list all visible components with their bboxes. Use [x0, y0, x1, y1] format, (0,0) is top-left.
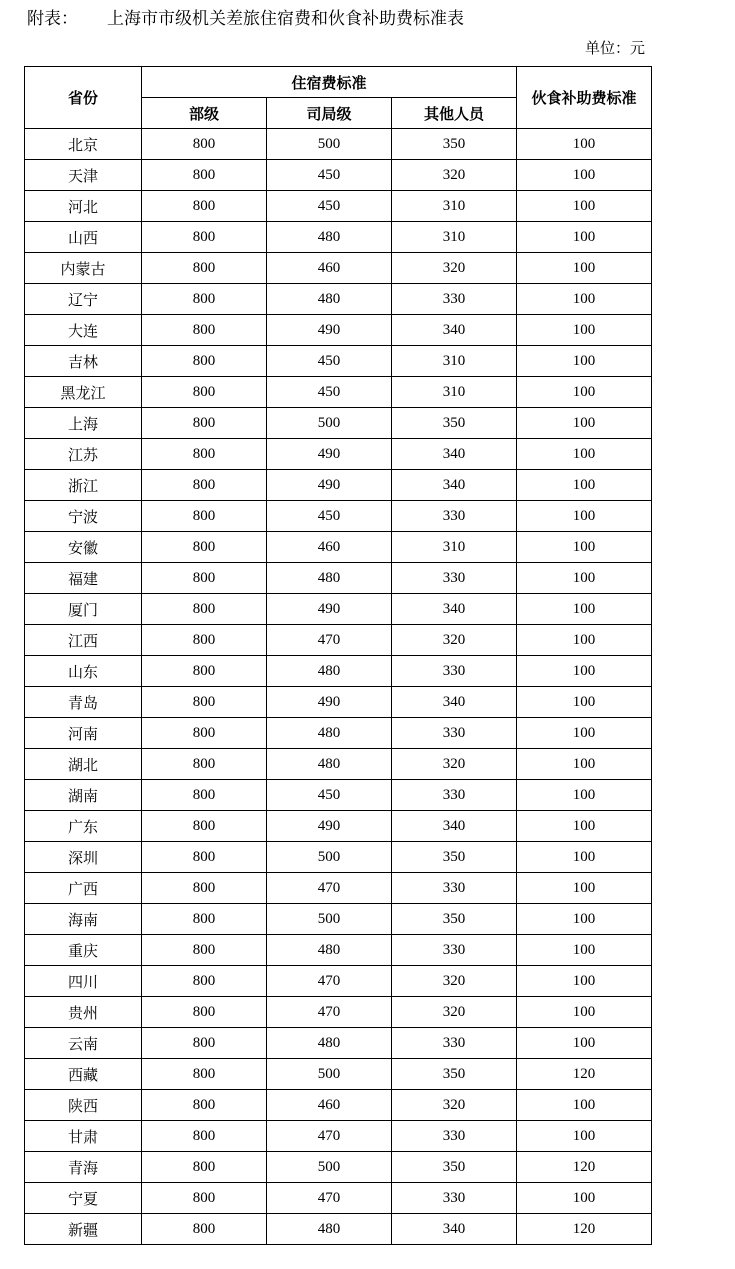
- table-row: [25, 1090, 652, 1121]
- header-ministerial: 部级: [142, 98, 267, 129]
- bureau-rate-cell: 450: [267, 191, 392, 222]
- meal-allowance-cell: 100: [517, 935, 652, 966]
- table-row: [25, 718, 652, 749]
- other-staff-rate-cell: 350: [392, 842, 517, 873]
- meal-allowance-cell: 100: [517, 439, 652, 470]
- bureau-rate-cell: 470: [267, 1183, 392, 1214]
- other-staff-rate-cell: 330: [392, 501, 517, 532]
- province-cell: 天津: [25, 160, 142, 191]
- province-cell: 内蒙古: [25, 253, 142, 284]
- ministerial-rate-cell: 800: [142, 470, 267, 501]
- ministerial-rate-cell: 800: [142, 284, 267, 315]
- ministerial-rate-cell: 800: [142, 687, 267, 718]
- bureau-rate-cell: 500: [267, 408, 392, 439]
- ministerial-rate-cell: 800: [142, 501, 267, 532]
- ministerial-rate-cell: 800: [142, 594, 267, 625]
- bureau-rate-cell: 450: [267, 346, 392, 377]
- province-cell: 吉林: [25, 346, 142, 377]
- table-row: [25, 439, 652, 470]
- province-cell: 河南: [25, 718, 142, 749]
- ministerial-rate-cell: 800: [142, 1090, 267, 1121]
- province-cell: 重庆: [25, 935, 142, 966]
- other-staff-rate-cell: 330: [392, 284, 517, 315]
- province-cell: 湖南: [25, 780, 142, 811]
- province-cell: 山东: [25, 656, 142, 687]
- meal-allowance-cell: 100: [517, 1090, 652, 1121]
- province-cell: 黑龙江: [25, 377, 142, 408]
- table-row: [25, 1028, 652, 1059]
- bureau-rate-cell: 500: [267, 1059, 392, 1090]
- ministerial-rate-cell: 800: [142, 935, 267, 966]
- province-cell: 江苏: [25, 439, 142, 470]
- ministerial-rate-cell: 800: [142, 191, 267, 222]
- table-row: [25, 377, 652, 408]
- bureau-rate-cell: 480: [267, 749, 392, 780]
- meal-allowance-cell: 120: [517, 1214, 652, 1245]
- meal-allowance-cell: 120: [517, 1152, 652, 1183]
- other-staff-rate-cell: 330: [392, 935, 517, 966]
- meal-allowance-cell: 100: [517, 532, 652, 563]
- ministerial-rate-cell: 800: [142, 563, 267, 594]
- other-staff-rate-cell: 340: [392, 687, 517, 718]
- meal-allowance-cell: 100: [517, 160, 652, 191]
- province-cell: 广东: [25, 811, 142, 842]
- ministerial-rate-cell: 800: [142, 222, 267, 253]
- table-row: [25, 935, 652, 966]
- ministerial-rate-cell: 800: [142, 904, 267, 935]
- meal-allowance-cell: 100: [517, 687, 652, 718]
- ministerial-rate-cell: 800: [142, 377, 267, 408]
- bureau-rate-cell: 450: [267, 160, 392, 191]
- province-cell: 四川: [25, 966, 142, 997]
- bureau-rate-cell: 460: [267, 532, 392, 563]
- bureau-rate-cell: 490: [267, 439, 392, 470]
- meal-allowance-cell: 100: [517, 997, 652, 1028]
- province-cell: 广西: [25, 873, 142, 904]
- bureau-rate-cell: 450: [267, 377, 392, 408]
- ministerial-rate-cell: 800: [142, 1152, 267, 1183]
- other-staff-rate-cell: 310: [392, 222, 517, 253]
- meal-allowance-cell: 100: [517, 222, 652, 253]
- meal-allowance-cell: 100: [517, 284, 652, 315]
- bureau-rate-cell: 480: [267, 1028, 392, 1059]
- table-row: [25, 470, 652, 501]
- province-cell: 江西: [25, 625, 142, 656]
- table-row: [25, 997, 652, 1028]
- province-cell: 贵州: [25, 997, 142, 1028]
- meal-allowance-cell: 100: [517, 718, 652, 749]
- other-staff-rate-cell: 340: [392, 594, 517, 625]
- header-province: 省份: [25, 67, 142, 129]
- bureau-rate-cell: 490: [267, 687, 392, 718]
- table-row: [25, 904, 652, 935]
- bureau-rate-cell: 460: [267, 253, 392, 284]
- bureau-rate-cell: 460: [267, 1090, 392, 1121]
- other-staff-rate-cell: 330: [392, 563, 517, 594]
- table-row: [25, 315, 652, 346]
- ministerial-rate-cell: 800: [142, 253, 267, 284]
- table-row: [25, 656, 652, 687]
- other-staff-rate-cell: 320: [392, 625, 517, 656]
- table-row: [25, 1214, 652, 1245]
- bureau-rate-cell: 450: [267, 780, 392, 811]
- meal-allowance-cell: 100: [517, 563, 652, 594]
- ministerial-rate-cell: 800: [142, 749, 267, 780]
- province-cell: 深圳: [25, 842, 142, 873]
- bureau-rate-cell: 500: [267, 129, 392, 160]
- meal-allowance-cell: 100: [517, 625, 652, 656]
- table-row: [25, 160, 652, 191]
- table-row: [25, 408, 652, 439]
- table-body: [25, 129, 652, 1245]
- bureau-rate-cell: 490: [267, 811, 392, 842]
- ministerial-rate-cell: 800: [142, 532, 267, 563]
- other-staff-rate-cell: 310: [392, 377, 517, 408]
- table-row: [25, 780, 652, 811]
- title-prefix: 附表：: [27, 9, 78, 29]
- ministerial-rate-cell: 800: [142, 1214, 267, 1245]
- ministerial-rate-cell: 800: [142, 439, 267, 470]
- meal-allowance-cell: 100: [517, 842, 652, 873]
- table-row: [25, 1059, 652, 1090]
- meal-allowance-cell: 100: [517, 191, 652, 222]
- ministerial-rate-cell: 800: [142, 997, 267, 1028]
- table-row: [25, 1152, 652, 1183]
- bureau-rate-cell: 450: [267, 501, 392, 532]
- table-row: [25, 842, 652, 873]
- standards-table: [24, 66, 652, 1245]
- bureau-rate-cell: 480: [267, 656, 392, 687]
- province-cell: 厦门: [25, 594, 142, 625]
- ministerial-rate-cell: 800: [142, 1059, 267, 1090]
- table-row: [25, 687, 652, 718]
- bureau-rate-cell: 470: [267, 625, 392, 656]
- table-row: [25, 346, 652, 377]
- bureau-rate-cell: 500: [267, 842, 392, 873]
- other-staff-rate-cell: 350: [392, 904, 517, 935]
- ministerial-rate-cell: 800: [142, 315, 267, 346]
- bureau-rate-cell: 480: [267, 563, 392, 594]
- ministerial-rate-cell: 800: [142, 811, 267, 842]
- other-staff-rate-cell: 320: [392, 997, 517, 1028]
- province-cell: 云南: [25, 1028, 142, 1059]
- ministerial-rate-cell: 800: [142, 1121, 267, 1152]
- bureau-rate-cell: 470: [267, 997, 392, 1028]
- meal-allowance-cell: 100: [517, 129, 652, 160]
- meal-allowance-cell: 100: [517, 346, 652, 377]
- bureau-rate-cell: 480: [267, 935, 392, 966]
- other-staff-rate-cell: 330: [392, 780, 517, 811]
- ministerial-rate-cell: 800: [142, 966, 267, 997]
- meal-allowance-cell: 100: [517, 811, 652, 842]
- province-cell: 上海: [25, 408, 142, 439]
- table-row: [25, 966, 652, 997]
- header-meal: 伙食补助费标准: [517, 67, 652, 129]
- table-row: [25, 749, 652, 780]
- meal-allowance-cell: 100: [517, 749, 652, 780]
- meal-allowance-cell: 100: [517, 1028, 652, 1059]
- other-staff-rate-cell: 320: [392, 749, 517, 780]
- meal-allowance-cell: 100: [517, 377, 652, 408]
- meal-allowance-cell: 100: [517, 780, 652, 811]
- ministerial-rate-cell: 800: [142, 718, 267, 749]
- table-row: [25, 253, 652, 284]
- title-text: 上海市市级机关差旅住宿费和伙食补助费标准表: [107, 9, 464, 29]
- province-cell: 河北: [25, 191, 142, 222]
- province-cell: 湖北: [25, 749, 142, 780]
- meal-allowance-cell: 100: [517, 501, 652, 532]
- ministerial-rate-cell: 800: [142, 625, 267, 656]
- other-staff-rate-cell: 330: [392, 1028, 517, 1059]
- other-staff-rate-cell: 310: [392, 346, 517, 377]
- bureau-rate-cell: 480: [267, 718, 392, 749]
- bureau-rate-cell: 500: [267, 904, 392, 935]
- table-row: [25, 501, 652, 532]
- province-cell: 北京: [25, 129, 142, 160]
- ministerial-rate-cell: 800: [142, 842, 267, 873]
- table-row: [25, 873, 652, 904]
- bureau-rate-cell: 490: [267, 594, 392, 625]
- other-staff-rate-cell: 340: [392, 811, 517, 842]
- bureau-rate-cell: 480: [267, 222, 392, 253]
- other-staff-rate-cell: 350: [392, 129, 517, 160]
- meal-allowance-cell: 100: [517, 1183, 652, 1214]
- ministerial-rate-cell: 800: [142, 873, 267, 904]
- other-staff-rate-cell: 320: [392, 966, 517, 997]
- table-row: [25, 1121, 652, 1152]
- meal-allowance-cell: 100: [517, 315, 652, 346]
- province-cell: 大连: [25, 315, 142, 346]
- meal-allowance-cell: 120: [517, 1059, 652, 1090]
- meal-allowance-cell: 100: [517, 656, 652, 687]
- other-staff-rate-cell: 310: [392, 532, 517, 563]
- table-row: [25, 563, 652, 594]
- province-cell: 宁夏: [25, 1183, 142, 1214]
- province-cell: 甘肃: [25, 1121, 142, 1152]
- province-cell: 青岛: [25, 687, 142, 718]
- table-row: [25, 191, 652, 222]
- province-cell: 海南: [25, 904, 142, 935]
- other-staff-rate-cell: 320: [392, 253, 517, 284]
- other-staff-rate-cell: 340: [392, 439, 517, 470]
- province-cell: 辽宁: [25, 284, 142, 315]
- meal-allowance-cell: 100: [517, 470, 652, 501]
- other-staff-rate-cell: 330: [392, 656, 517, 687]
- bureau-rate-cell: 490: [267, 470, 392, 501]
- bureau-rate-cell: 480: [267, 1214, 392, 1245]
- meal-allowance-cell: 100: [517, 408, 652, 439]
- province-cell: 宁波: [25, 501, 142, 532]
- province-cell: 新疆: [25, 1214, 142, 1245]
- bureau-rate-cell: 470: [267, 966, 392, 997]
- other-staff-rate-cell: 330: [392, 1183, 517, 1214]
- header-lodging: 住宿费标准: [142, 67, 517, 98]
- ministerial-rate-cell: 800: [142, 346, 267, 377]
- meal-allowance-cell: 100: [517, 966, 652, 997]
- province-cell: 浙江: [25, 470, 142, 501]
- other-staff-rate-cell: 350: [392, 1152, 517, 1183]
- meal-allowance-cell: 100: [517, 873, 652, 904]
- table-row: [25, 1183, 652, 1214]
- other-staff-rate-cell: 350: [392, 1059, 517, 1090]
- ministerial-rate-cell: 800: [142, 1183, 267, 1214]
- other-staff-rate-cell: 340: [392, 1214, 517, 1245]
- bureau-rate-cell: 490: [267, 315, 392, 346]
- province-cell: 青海: [25, 1152, 142, 1183]
- bureau-rate-cell: 480: [267, 284, 392, 315]
- other-staff-rate-cell: 350: [392, 408, 517, 439]
- table-row: [25, 811, 652, 842]
- province-cell: 山西: [25, 222, 142, 253]
- ministerial-rate-cell: 800: [142, 160, 267, 191]
- table-row: [25, 222, 652, 253]
- header-bureau: 司局级: [267, 98, 392, 129]
- header-other-staff: 其他人员: [392, 98, 517, 129]
- meal-allowance-cell: 100: [517, 904, 652, 935]
- other-staff-rate-cell: 310: [392, 191, 517, 222]
- other-staff-rate-cell: 320: [392, 1090, 517, 1121]
- ministerial-rate-cell: 800: [142, 656, 267, 687]
- table-row: [25, 129, 652, 160]
- province-cell: 西藏: [25, 1059, 142, 1090]
- ministerial-rate-cell: 800: [142, 129, 267, 160]
- other-staff-rate-cell: 330: [392, 1121, 517, 1152]
- ministerial-rate-cell: 800: [142, 780, 267, 811]
- ministerial-rate-cell: 800: [142, 1028, 267, 1059]
- meal-allowance-cell: 100: [517, 594, 652, 625]
- province-cell: 福建: [25, 563, 142, 594]
- bureau-rate-cell: 500: [267, 1152, 392, 1183]
- table-row: [25, 532, 652, 563]
- table-row: [25, 284, 652, 315]
- bureau-rate-cell: 470: [267, 1121, 392, 1152]
- other-staff-rate-cell: 330: [392, 873, 517, 904]
- ministerial-rate-cell: 800: [142, 408, 267, 439]
- bureau-rate-cell: 470: [267, 873, 392, 904]
- document-title: [27, 6, 464, 32]
- other-staff-rate-cell: 330: [392, 718, 517, 749]
- meal-allowance-cell: 100: [517, 1121, 652, 1152]
- other-staff-rate-cell: 340: [392, 470, 517, 501]
- province-cell: 安徽: [25, 532, 142, 563]
- other-staff-rate-cell: 320: [392, 160, 517, 191]
- other-staff-rate-cell: 340: [392, 315, 517, 346]
- unit-label: 单位：元: [584, 39, 645, 57]
- table-row: [25, 625, 652, 656]
- meal-allowance-cell: 100: [517, 253, 652, 284]
- table-row: [25, 594, 652, 625]
- province-cell: 陕西: [25, 1090, 142, 1121]
